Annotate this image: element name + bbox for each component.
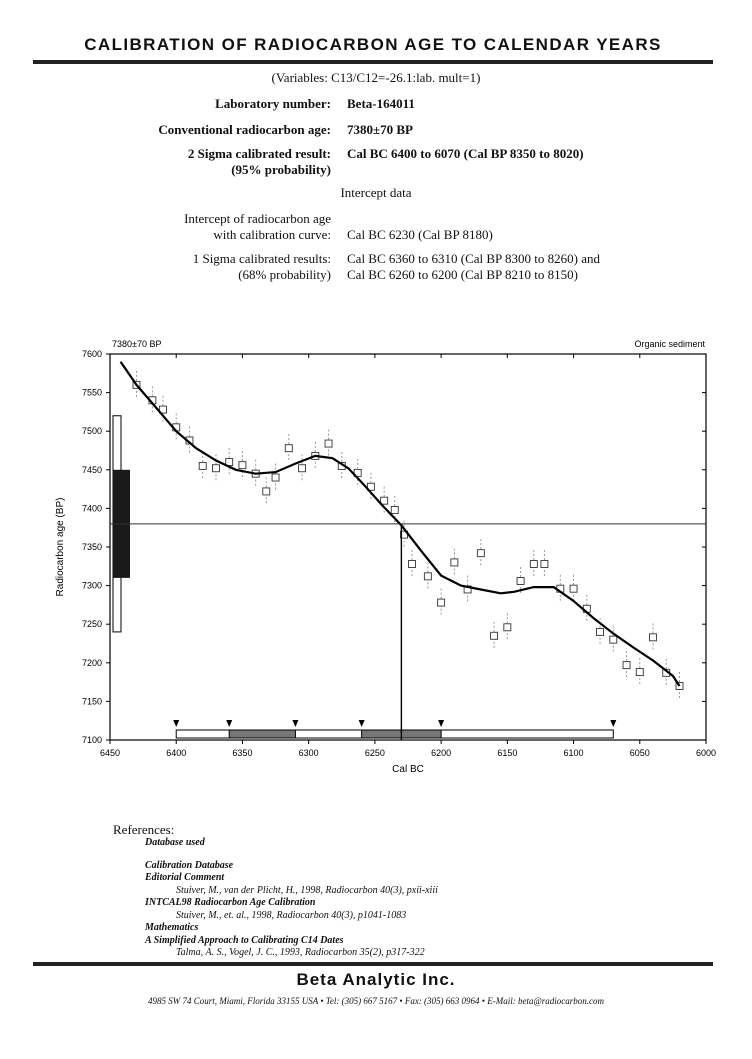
data-point <box>408 560 415 567</box>
two-sigma-value: Cal BC 6400 to 6070 (Cal BP 8350 to 8020) <box>347 146 584 161</box>
data-point <box>263 488 270 495</box>
conventional-age-value: 7380±70 BP <box>347 122 413 137</box>
two-sigma-probability: (95% probability) <box>231 162 331 177</box>
variables-line: (Variables: C13/C12=-26.1:lab. mult=1) <box>271 70 481 85</box>
data-point <box>285 445 292 452</box>
range-marker <box>610 720 616 727</box>
range-marker <box>226 720 232 727</box>
y-tick-label: 7250 <box>81 619 102 630</box>
y-tick-label: 7400 <box>81 503 102 514</box>
y-tick-label: 7150 <box>81 696 102 707</box>
two-sigma-label: 2 Sigma calibrated result: <box>187 146 331 161</box>
x-tick-label: 6250 <box>364 748 385 758</box>
reference-item: Mathematics <box>145 922 199 933</box>
page-title: CALIBRATION OF RADIOCARBON AGE TO CALENDAR YEARS <box>84 35 662 54</box>
calibration-chart <box>0 330 752 780</box>
data-point <box>451 559 458 566</box>
reference-item: Stuiver, M., van der Plicht, H., 1998, Radiocarbon 40(3), pxii-xiii <box>176 885 438 896</box>
data-point <box>504 624 511 631</box>
data-point <box>438 599 445 606</box>
y-tick-label: 7200 <box>81 657 102 668</box>
range-marker <box>438 720 444 727</box>
data-point <box>212 465 219 472</box>
data-point <box>299 465 306 472</box>
x-tick-label: 6000 <box>695 748 717 758</box>
data-point <box>325 440 332 447</box>
x-tick-label: 6350 <box>232 748 253 758</box>
data-point <box>199 462 206 469</box>
intercept-heading: Intercept data <box>340 185 412 200</box>
data-point <box>391 506 398 513</box>
reference-item: Database used <box>145 837 205 848</box>
data-point <box>239 462 246 469</box>
footer-rule <box>33 962 713 966</box>
data-point <box>424 573 431 580</box>
chart-title: 7380±70 BP <box>112 339 162 349</box>
one-sigma-value-1: Cal BC 6360 to 6310 (Cal BP 8300 to 8260) and <box>347 251 601 266</box>
y-tick-label: 7350 <box>81 542 102 552</box>
reference-item: Talma, A. S., Vogel, J. C., 1993, Radiocarbon 35(2), p317-322 <box>176 947 425 958</box>
y-tick-label: 7500 <box>81 426 102 437</box>
x-tick-label: 6100 <box>563 748 584 758</box>
lab-number-value: Beta-164011 <box>347 96 415 111</box>
intercept-lines <box>110 524 706 740</box>
data-point <box>491 632 498 639</box>
y-tick-label: 7300 <box>81 580 102 591</box>
header-rule <box>33 60 713 64</box>
y-tick-label: 7550 <box>81 387 102 398</box>
range-marker <box>173 720 179 727</box>
y-tick-label: 7450 <box>81 464 102 475</box>
data-point <box>623 662 630 669</box>
data-point <box>272 474 279 481</box>
axis-ticks <box>82 349 716 758</box>
x-tick-label: 6450 <box>99 748 121 758</box>
reference-item: INTCAL98 Radiocarbon Age Calibration <box>145 897 316 908</box>
data-point <box>541 560 548 567</box>
data-point <box>636 669 643 676</box>
lab-number-label: Laboratory number: <box>215 96 331 111</box>
one-sigma-label: 1 Sigma calibrated results: <box>192 251 331 266</box>
data-point <box>530 560 537 567</box>
plot-frame <box>110 354 706 740</box>
y-tick-label: 7100 <box>81 735 102 745</box>
chart-subtitle: Organic sediment <box>634 339 705 349</box>
conventional-age-label: Conventional radiocarbon age: <box>158 122 331 137</box>
data-point <box>610 636 617 643</box>
data-point <box>650 634 657 641</box>
x-tick-label: 6050 <box>629 748 650 758</box>
x-tick-label: 6200 <box>431 748 452 758</box>
y-axis-label: Radiocarbon age (BP) <box>55 497 66 597</box>
intercept-value: Cal BC 6230 (Cal BP 8180) <box>347 227 493 242</box>
one-sigma-value-2: Cal BC 6260 to 6200 (Cal BP 8210 to 8150) <box>347 267 578 282</box>
one-sigma-cal-band <box>229 730 295 738</box>
y-tick-label: 7600 <box>81 349 102 359</box>
x-axis-label: Cal BC <box>392 764 424 775</box>
range-marker <box>292 720 298 727</box>
data-point <box>597 628 604 635</box>
calibration-bands <box>113 416 616 738</box>
reference-item: Calibration Database <box>145 860 234 871</box>
one-sigma-probability: (68% probability) <box>238 267 331 282</box>
data-point <box>477 550 484 557</box>
company-address: 4985 SW 74 Court, Miami, Florida 33155 USA • Tel: (305) 667 5167 • Fax: (305) 663 0964 • E-Mail: beta@radiocarbon.com <box>148 996 604 1006</box>
x-tick-label: 6400 <box>166 748 187 758</box>
data-point <box>517 577 524 584</box>
intercept-label-line1: Intercept of radiocarbon age <box>184 211 331 226</box>
reference-item: Editorial Comment <box>145 872 225 883</box>
intercept-label-line2: with calibration curve: <box>213 227 331 242</box>
range-marker <box>359 720 365 727</box>
data-point <box>570 585 577 592</box>
x-tick-label: 6300 <box>298 748 319 758</box>
x-tick-label: 6150 <box>497 748 518 758</box>
references-heading: References: <box>113 822 175 837</box>
reference-item: Stuiver, M., et. al., 1998, Radiocarbon 40(3), p1041-1083 <box>176 910 407 921</box>
reference-item: A Simplified Approach to Calibrating C14 Dates <box>145 935 344 946</box>
company-name: Beta Analytic Inc. <box>296 970 456 989</box>
